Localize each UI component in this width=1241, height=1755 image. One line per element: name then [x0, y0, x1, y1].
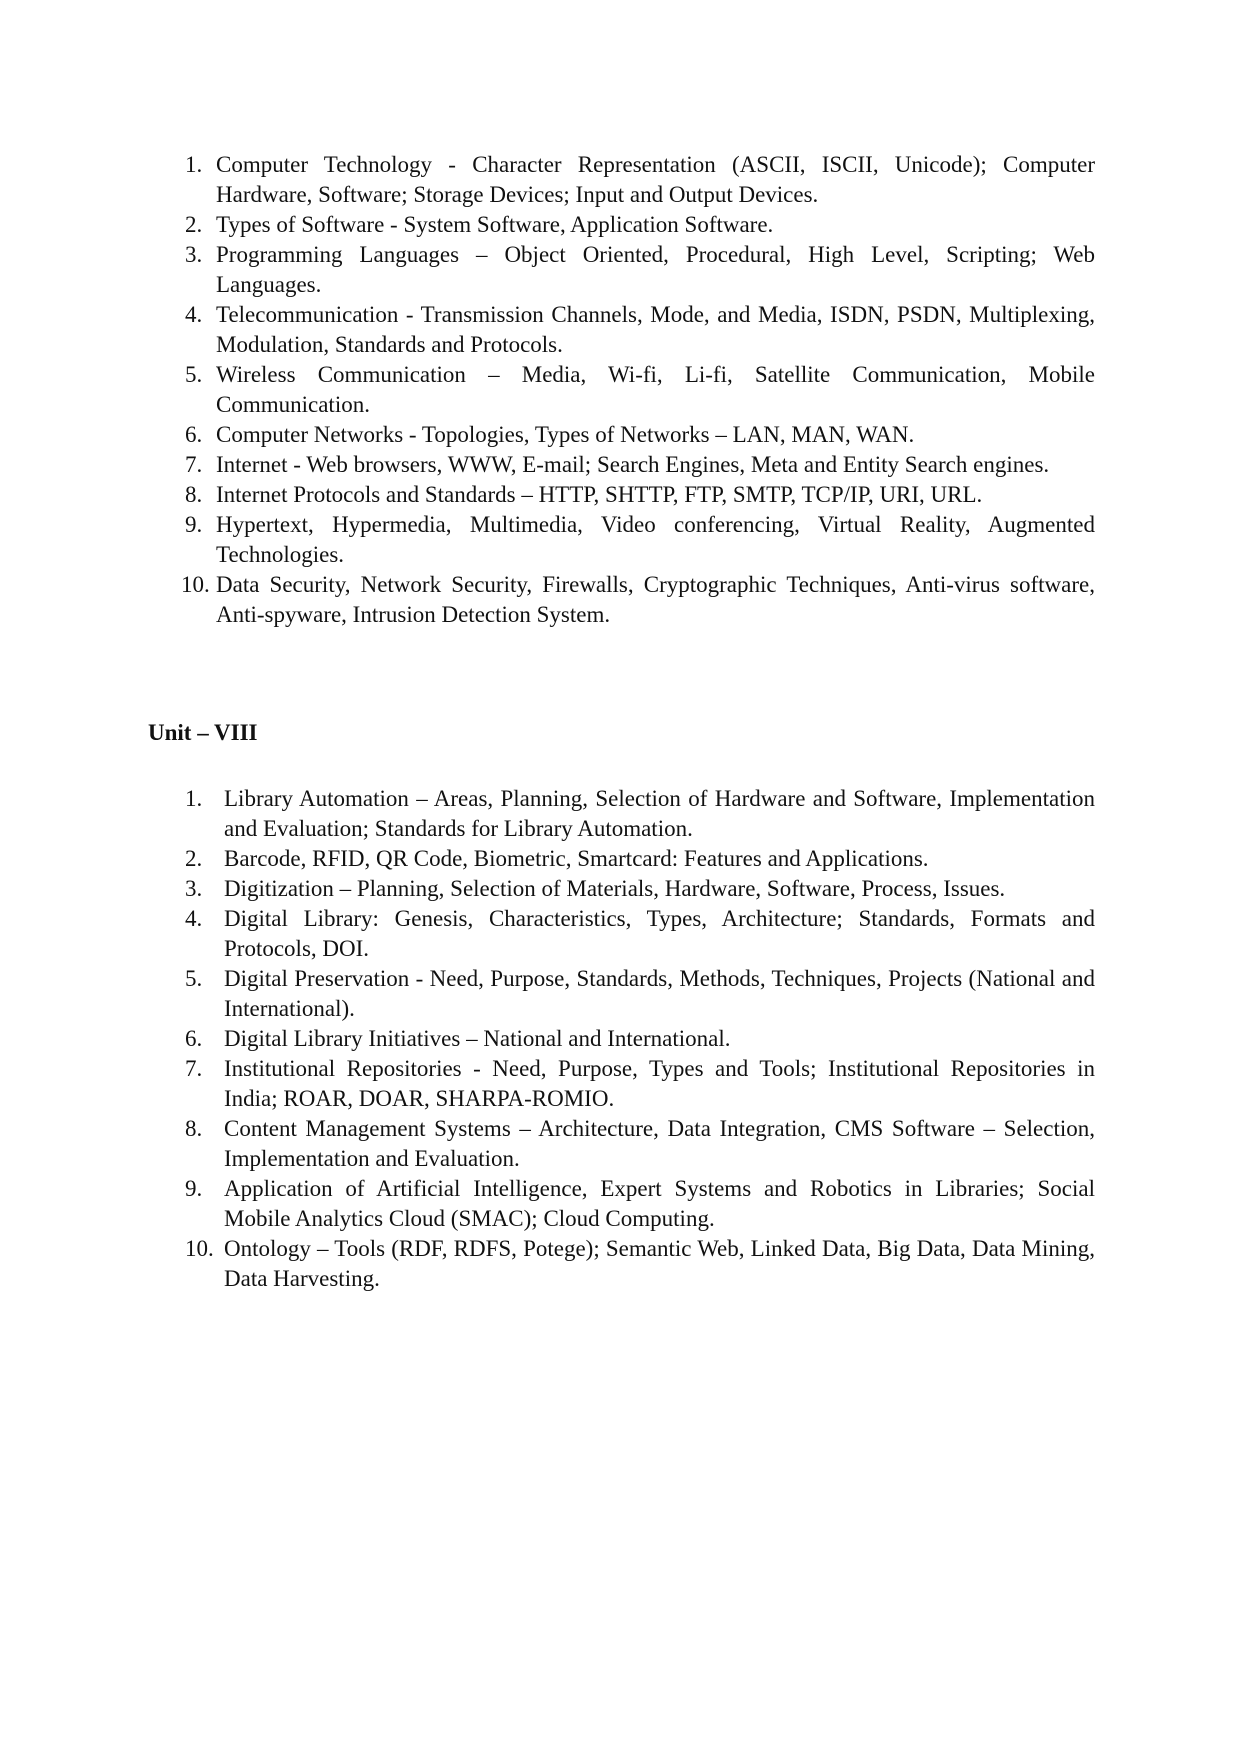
item-number: 4. [185, 906, 203, 931]
unit-heading: Unit – VIII [148, 720, 258, 745]
item-number: 9. [185, 1176, 203, 1201]
list-item [185, 1114, 1095, 1174]
item-text: Computer Networks - Topologies, Types of Networks – LAN, MAN, WAN. [216, 422, 915, 447]
list-item [185, 480, 1095, 510]
item-number: 6. [185, 422, 203, 447]
list-item [185, 1024, 1095, 1054]
list-item [185, 150, 1095, 210]
item-number: 7. [185, 1056, 203, 1081]
item-number: 3. [185, 876, 203, 901]
list-item [181, 570, 1095, 630]
list-item [185, 964, 1095, 1024]
item-number: 2. [185, 212, 203, 237]
item-text: Content Management Systems – Architecture, Data Integration, CMS Software – Selection, Implementation and Evaluation. [224, 1116, 1095, 1171]
item-number: 1. [185, 152, 203, 177]
item-text: Wireless Communication – Media, Wi-fi, Li-fi, Satellite Communication, Mobile Communication. [216, 362, 1095, 417]
item-text: Data Security, Network Security, Firewalls, Cryptographic Techniques, Anti-virus software, Anti-spyware, Intrusion Detection System. [216, 572, 1095, 627]
list-item [185, 1174, 1095, 1234]
item-number: 8. [185, 482, 203, 507]
list-item [185, 1054, 1095, 1114]
unit-viii-topic-list [185, 784, 1095, 1294]
item-text: Computer Technology - Character Representation (ASCII, ISCII, Unicode); Computer Hardware, Software; Storage Devices; Input and Output Devices. [216, 152, 1095, 207]
item-text: Internet - Web browsers, WWW, E-mail; Search Engines, Meta and Entity Search engines. [216, 452, 1050, 477]
item-number: 5. [185, 966, 203, 991]
item-number: 4. [185, 302, 203, 327]
item-number: 9. [185, 512, 203, 537]
unit-vii-topic-list [181, 150, 1095, 630]
item-text: Ontology – Tools (RDF, RDFS, Potege); Semantic Web, Linked Data, Big Data, Data Mining, Data Harvesting. [224, 1236, 1095, 1291]
list-item [185, 904, 1095, 964]
list-item [185, 300, 1095, 360]
list-item [185, 844, 1095, 874]
list-item [185, 784, 1095, 844]
list-item [185, 420, 1095, 450]
item-number: 7. [185, 452, 203, 477]
list-item [185, 210, 1095, 240]
item-number: 6. [185, 1026, 203, 1051]
item-number: 10. [181, 572, 210, 597]
list-item [185, 360, 1095, 420]
item-text: Application of Artificial Intelligence, Expert Systems and Robotics in Libraries; Social Mobile Analytics Cloud (SMAC); Cloud Computing. [224, 1176, 1095, 1231]
list-item [185, 240, 1095, 300]
list-item [185, 1234, 1095, 1294]
item-text: Digital Preservation - Need, Purpose, Standards, Methods, Techniques, Projects (National and International). [224, 966, 1095, 1021]
item-number: 1. [185, 786, 203, 811]
item-text: Barcode, RFID, QR Code, Biometric, Smartcard: Features and Applications. [224, 846, 929, 871]
item-text: Institutional Repositories - Need, Purpose, Types and Tools; Institutional Repositories in India; ROAR, DOAR, SHARPA-ROMIO. [224, 1056, 1095, 1111]
item-text: Internet Protocols and Standards – HTTP, SHTTP, FTP, SMTP, TCP/IP, URI, URL. [216, 482, 983, 507]
item-text: Digital Library: Genesis, Characteristics, Types, Architecture; Standards, Formats and Protocols, DOI. [224, 906, 1095, 961]
item-text: Library Automation – Areas, Planning, Selection of Hardware and Software, Implementation and Evaluation; Standards for Library Automation. [224, 786, 1095, 841]
list-item [185, 874, 1095, 904]
item-number: 5. [185, 362, 203, 387]
item-number: 3. [185, 242, 203, 267]
item-number: 8. [185, 1116, 203, 1141]
item-text: Programming Languages – Object Oriented, Procedural, High Level, Scripting; Web Languages. [216, 242, 1095, 297]
item-number: 10. [185, 1236, 214, 1261]
list-item [185, 450, 1095, 480]
item-number: 2. [185, 846, 203, 871]
item-text: Hypertext, Hypermedia, Multimedia, Video conferencing, Virtual Reality, Augmented Technologies. [216, 512, 1095, 567]
item-text: Telecommunication - Transmission Channels, Mode, and Media, ISDN, PSDN, Multiplexing, Modulation, Standards and Protocols. [216, 302, 1095, 357]
list-item [185, 510, 1095, 570]
item-text: Digitization – Planning, Selection of Materials, Hardware, Software, Process, Issues. [224, 876, 1006, 901]
item-text: Types of Software - System Software, Application Software. [216, 212, 774, 237]
item-text: Digital Library Initiatives – National and International. [224, 1026, 731, 1051]
